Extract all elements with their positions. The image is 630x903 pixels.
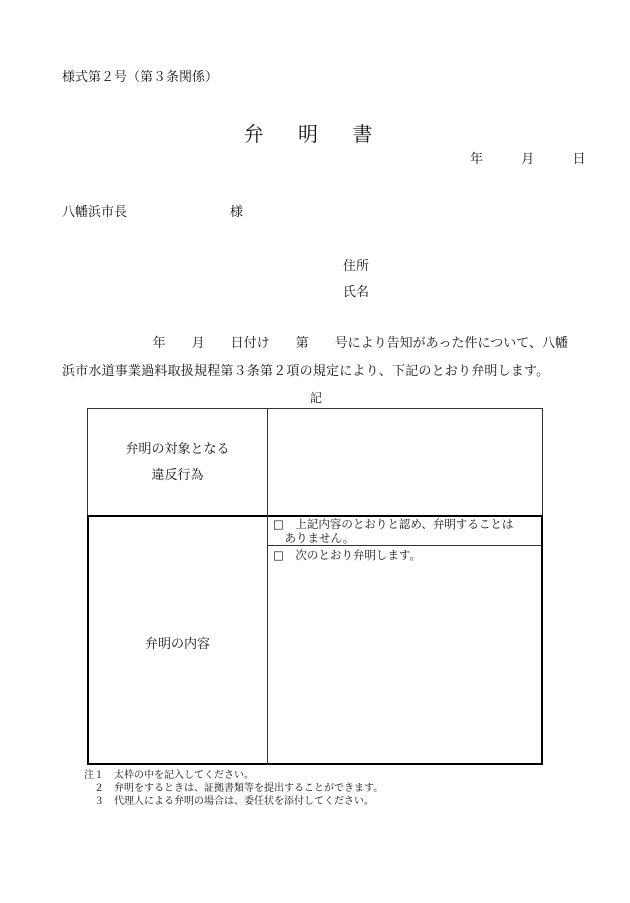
date-line [470, 148, 586, 167]
date-month: 月 [521, 152, 535, 167]
option-accept-line-2: ありません。 [273, 531, 355, 545]
note-1: 注１ 太枠の中を記入してください。 [84, 770, 254, 781]
violation-label-cell [88, 409, 268, 517]
body-text-line-1: 年 月 日付け 第 号により告知があった件について、八幡 [152, 336, 568, 351]
option-accept-line-1: □ 上記内容のとおりと認め、弁明することは [273, 517, 514, 531]
option-explain[interactable]: □ 次のとおり弁明します。 [273, 548, 421, 562]
body-text-line-2: 浜市水道事業過料取扱規程第３条第２項の規定により、下記のとおり弁明します。 [62, 364, 550, 379]
note-2: ２ 弁明をするときは、証拠書類等を提出することができます。 [84, 783, 384, 794]
note-3: ３ 代理人による弁明の場合は、委任状を添付してください。 [84, 796, 374, 807]
date-year: 年 [470, 152, 484, 167]
form-number: 様式第２号（第３条関係） [62, 70, 219, 85]
addressee-name: 八幡浜市長 [62, 205, 128, 220]
addressee-honorific: 様 [230, 205, 244, 220]
address-label: 住所 [343, 259, 370, 274]
violation-input-cell[interactable] [268, 409, 543, 517]
option-separator [268, 545, 541, 546]
violation-row [88, 409, 543, 517]
date-day: 日 [572, 152, 586, 167]
form-table [87, 408, 543, 517]
ki-heading: 記 [310, 391, 323, 405]
content-divider [267, 515, 268, 765]
name-label: 氏名 [343, 285, 370, 300]
document-title: 弁 明 書 [243, 122, 387, 146]
violation-label-line-1: 弁明の対象となる [125, 441, 230, 457]
violation-label-line-2: 違反行為 [151, 467, 204, 483]
content-label: 弁明の内容 [145, 637, 211, 652]
option-accept[interactable] [273, 517, 513, 545]
notes [84, 769, 383, 808]
